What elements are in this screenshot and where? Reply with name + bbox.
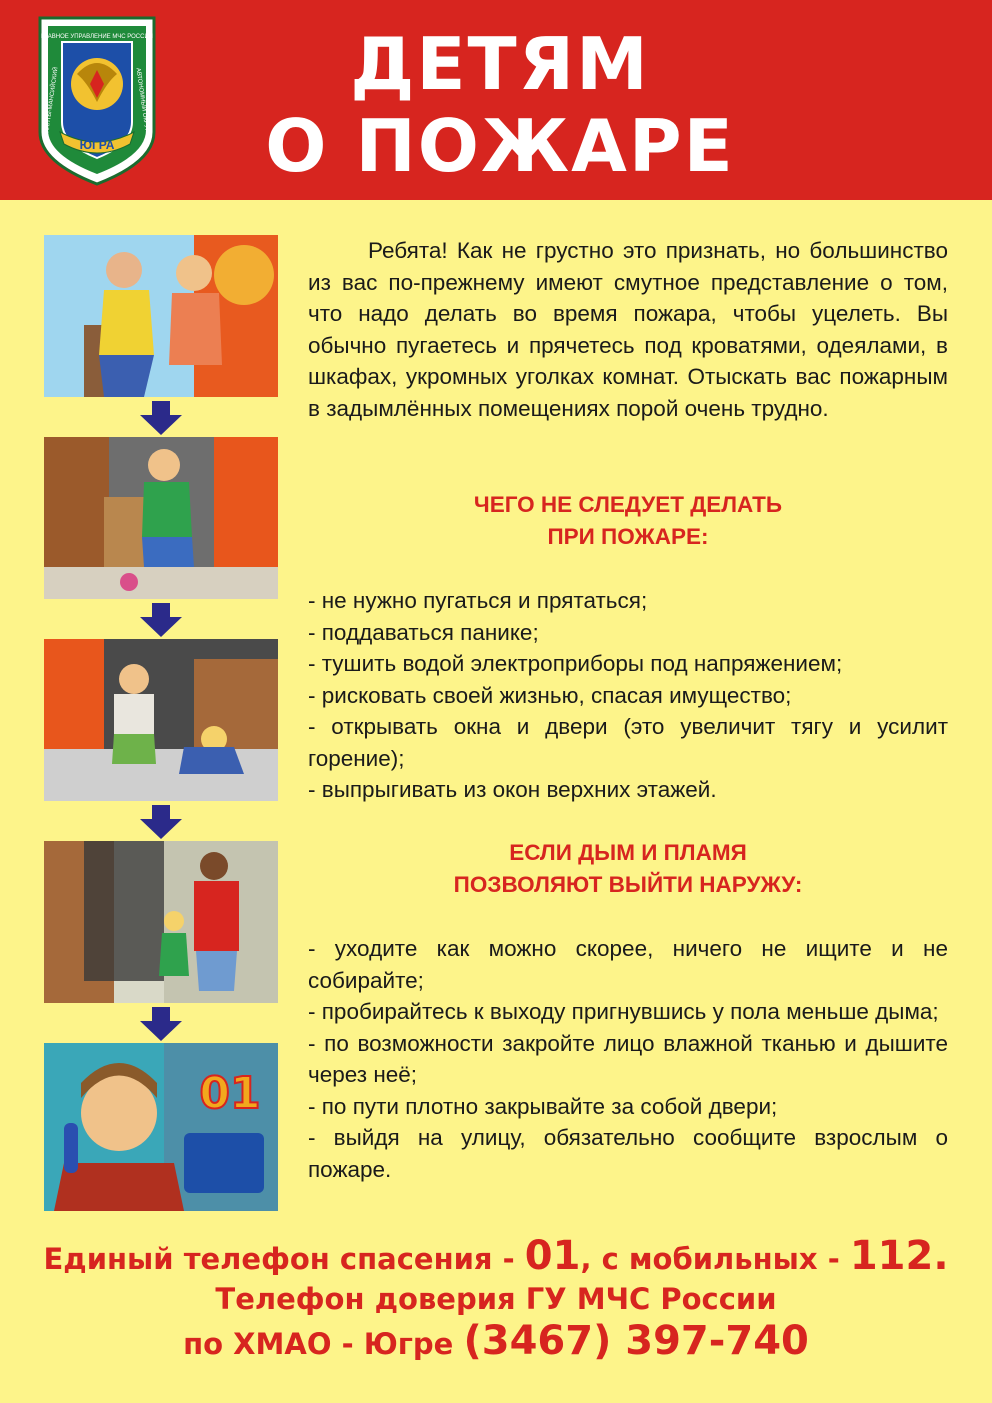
emblem-right-text: АВТОНОМНЫЙ ОКРУГ [134, 67, 150, 133]
footer-rescue-phone [0, 1233, 992, 1279]
emblem-banner-text: ЮГРА [79, 138, 115, 152]
illustration-crawling [44, 639, 278, 801]
list-item: - выпрыгивать из окон верхних этажей. [308, 777, 717, 802]
list-item: - по возможности закройте лицо влажной тканью и дышите через неё; [308, 1030, 948, 1087]
list-item: - по пути плотно закрывайте за собой двери; [308, 1093, 778, 1119]
illustration-exit-door [44, 841, 278, 1003]
down-arrow-icon [140, 401, 182, 435]
footer-line3-text-a: по ХМАО - Югре [183, 1327, 464, 1361]
section2-list [308, 933, 948, 1185]
illustration-window [44, 235, 278, 397]
mobile-number-112: 112. [849, 1233, 949, 1279]
footer-line1-text-c: , с мобильных - [580, 1242, 850, 1276]
list-item: - пробирайтесь к выходу пригнувшись у пола меньше дыма; [308, 999, 939, 1024]
section2-heading-line-1: ЕСЛИ ДЫМ И ПЛАМЯ [509, 840, 747, 865]
rescue-number-01: 01 [524, 1233, 581, 1279]
page-title-line-2: О ПОЖАРЕ [265, 104, 735, 188]
illustration-wardrobe [44, 437, 278, 599]
section-dont-do [308, 489, 948, 552]
down-arrow-icon [140, 1007, 182, 1041]
list-item: - выйдя на улицу, обязательно сообщите взрослым о пожаре. [308, 1125, 948, 1182]
mchs-emblem-icon [32, 12, 162, 188]
footer-trust-phone [0, 1318, 992, 1364]
list-item: - поддаваться панике; [308, 619, 539, 645]
trust-phone-number: (3467) 397-740 [463, 1318, 809, 1364]
page-title-line-1: ДЕТЯМ [350, 22, 650, 106]
illustration-phone-call [44, 1043, 278, 1211]
intro-text-block [308, 235, 948, 424]
footer-line1-text-a: Единый телефон спасения - [43, 1242, 525, 1276]
section1-list [308, 585, 948, 806]
list-item: - открывать окна и двери (это увеличит тягу и усилит горение); [308, 714, 948, 771]
section1-heading-line-2: ПРИ ПОЖАРЕ: [547, 523, 709, 549]
list-item: - тушить водой электроприборы под напряжением; [308, 651, 843, 676]
section1-heading-line-1: ЧЕГО НЕ СЛЕДУЕТ ДЕЛАТЬ [473, 492, 783, 517]
list-item: - не нужно пугаться и прятаться; [308, 588, 648, 613]
phone-number-01: 01 [199, 1068, 261, 1119]
intro-paragraph: Ребята! Как не грустно это признать, но большинство из вас по-прежнему имеют смутное представление о том, что надо делать во время пожара, чтобы уцелеть. Вы обычно пугаетесь и прячетесь под кроватями, одеялами, в шкафах, укромных уголках комнат. Отыскать вас пожарным в задымлённых помещениях порой очень трудно. [308, 238, 948, 421]
footer-trust-phone-title: Телефон доверия ГУ МЧС России [215, 1282, 777, 1316]
list-item: - рисковать своей жизнью, спасая имущество; [308, 682, 792, 708]
down-arrow-icon [140, 603, 182, 637]
section-exit [308, 837, 948, 900]
section2-heading-line-2: ПОЗВОЛЯЮТ ВЫЙТИ НАРУЖУ: [453, 871, 803, 897]
section2-list-block [308, 933, 948, 1185]
section1-list-block [308, 585, 948, 806]
emblem-top-text: ГЛАВНОЕ УПРАВЛЕНИЕ МЧС РОССИИ [40, 34, 154, 40]
emblem-left-text: ХАНТЫ-МАНСИЙСКИЙ [44, 66, 60, 133]
list-item: - уходите как можно скорее, ничего не ищите и не собирайте; [308, 936, 948, 993]
down-arrow-icon [140, 805, 182, 839]
header-banner [0, 0, 992, 200]
